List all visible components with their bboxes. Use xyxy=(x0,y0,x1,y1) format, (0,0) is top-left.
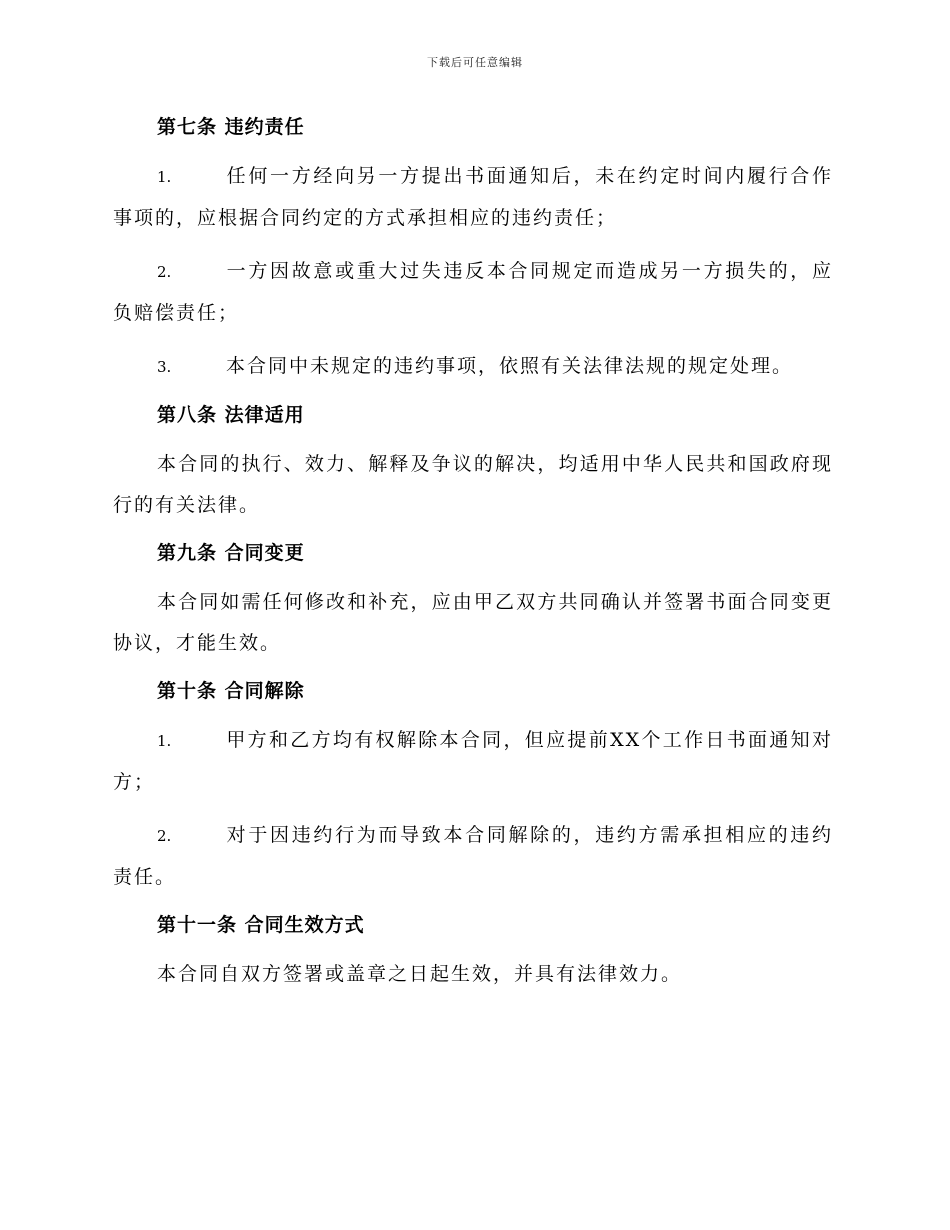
clause-number: 2. xyxy=(157,827,172,845)
clause-item xyxy=(113,156,833,239)
clause-number: 1. xyxy=(157,168,172,186)
section-heading-article-10: 第十条 合同解除 xyxy=(157,680,305,702)
clause-item xyxy=(113,720,833,803)
section-paragraph: 本合同自双方签署或盖章之日起生效，并具有法律效力。 xyxy=(157,963,683,985)
section-paragraph: 本合同的执行、效力、解释及争议的解决，均适用中华人民共和国政府现行的有关法律。 xyxy=(113,453,833,516)
clause-text: 任何一方经向另一方提出书面通知后，未在约定时间内履行合作事项的，应根据合同约定的方式承担相应的违约责任； xyxy=(113,165,833,229)
section-heading-article-8: 第八条 法律适用 xyxy=(157,404,305,426)
section-heading-article-9: 第九条 合同变更 xyxy=(157,542,305,564)
clause-text: 一方因故意或重大过失违反本合同规定而造成另一方损失的，应负赔偿责任； xyxy=(113,260,833,324)
clause-number: 1. xyxy=(157,732,172,750)
clause-item xyxy=(113,251,833,334)
clause-text: 甲方和乙方均有权解除本合同，但应提前XX个工作日书面通知对方； xyxy=(113,729,833,793)
section-heading-article-7: 第七条 违约责任 xyxy=(157,116,305,138)
section-paragraph: 本合同如需任何修改和补充，应由甲乙双方共同确认并签署书面合同变更协议，才能生效。 xyxy=(113,591,833,654)
clause-number: 3. xyxy=(157,358,172,376)
clause-text: 对于因违约行为而导致本合同解除的，违约方需承担相应的违约责任。 xyxy=(113,824,833,888)
clause-text: 本合同中未规定的违约事项，依照有关法律法规的规定处理。 xyxy=(226,355,794,377)
header-note: 下载后可任意编辑 xyxy=(427,56,523,69)
clause-item xyxy=(113,815,833,898)
section-heading-article-11: 第十一条 合同生效方式 xyxy=(157,914,365,936)
document-body xyxy=(113,112,833,1007)
clause-number: 2. xyxy=(157,263,172,281)
clause-item xyxy=(113,346,833,388)
